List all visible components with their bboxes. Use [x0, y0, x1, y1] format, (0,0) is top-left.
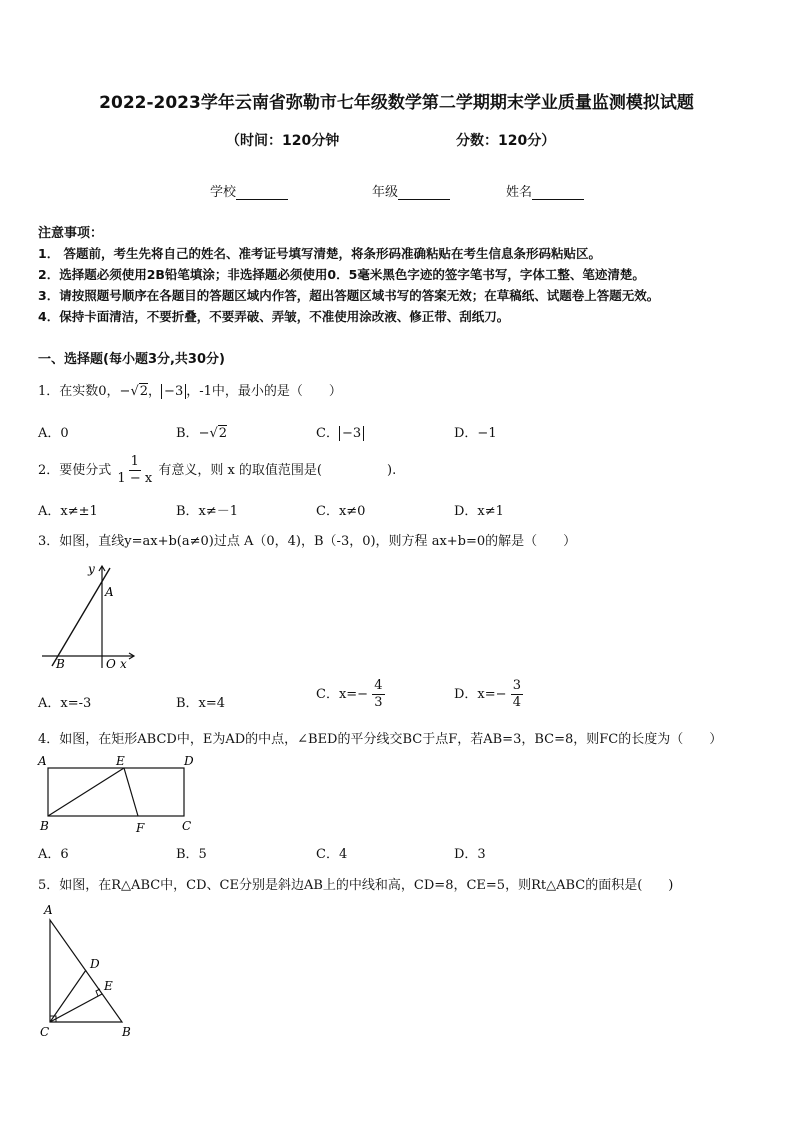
q4-option-d: D．3: [454, 847, 486, 862]
q5-label-e: E: [104, 979, 113, 993]
q3-option-c-fraction: [372, 678, 384, 711]
note-item: 1． 答题前，考生先将自己的姓名、准考证号填写清楚，将条形码准确粘贴在考生信息条形码粘贴区。: [38, 246, 602, 261]
q1-option-b-label: B．: [176, 426, 199, 441]
q1-option-b-minus: −: [198, 426, 210, 441]
q4-label-d: D: [184, 754, 194, 768]
q4-rectangle: [48, 768, 184, 816]
q4-label-b: B: [40, 819, 49, 833]
q4-label-c: C: [182, 819, 192, 833]
q4-figure: [36, 752, 200, 838]
question-5-stem: 5．如图，在R△ABC中，CD、CE分别是斜边AB上的中线和高，CD=8，CE=5，则Rt△ABC的面积是( ): [38, 878, 674, 893]
q5-label-b: B: [122, 1025, 131, 1039]
q3-option-b: B．x=4: [176, 696, 226, 711]
q1-option-b: B．−√2: [176, 426, 228, 441]
q1-option-d: D．−1: [454, 426, 497, 441]
q3-option-c-label: C．x=−: [316, 687, 369, 702]
q3-option-d: [454, 678, 523, 711]
grade-blank: [398, 185, 450, 200]
q5-label-d: D: [90, 957, 100, 971]
q3-option-c-numerator: 4: [374, 678, 383, 693]
grade-field: [372, 181, 450, 200]
q4-label-f: F: [136, 821, 145, 835]
q5-height-ce: [50, 994, 102, 1022]
q4-label-e: E: [116, 754, 125, 768]
question-1-stem: 1．在实数0，−√2， −3 ，-1中，最小的是（ ）: [38, 384, 342, 399]
q5-label-a: A: [44, 903, 53, 917]
notes-heading: 注意事项：: [38, 226, 104, 241]
q2-option-d: D．x≠1: [454, 504, 504, 519]
q4-option-c: C．4: [316, 847, 348, 862]
q4-option-a: A．6: [38, 847, 69, 862]
name-field: [506, 181, 584, 200]
q3-option-c-denominator: 3: [374, 695, 383, 710]
q2-denominator: 1 − x: [117, 471, 153, 486]
q2-fraction: [115, 454, 154, 487]
grade-label: 年级: [372, 185, 399, 200]
q1-absolute-value: −3: [161, 384, 186, 399]
school-field: [210, 181, 288, 200]
q4-segment-ef: [124, 768, 138, 816]
school-blank: [236, 185, 288, 200]
q5-figure: [36, 900, 140, 1040]
q3-figure: [38, 558, 142, 674]
name-blank: [532, 185, 584, 200]
note-item: 3．请按照题号顺序在各题目的答题区域内作答，超出答题区域书写的答案无效；在草稿纸、试题卷上答题无效。: [38, 288, 660, 303]
q2-option-b: B．x≠－1: [176, 504, 239, 519]
school-label: 学校: [210, 185, 237, 200]
q3-option-a: A．x=-3: [38, 696, 92, 711]
q1-option-c-label: C．: [316, 426, 339, 441]
q1-text-end: ，-1中，最小的是（ ）: [186, 384, 342, 399]
q1-text: 1．在实数0，: [38, 384, 120, 399]
q1-option-b-radicand: 2: [218, 426, 228, 441]
exam-score: 分数：120分）: [456, 133, 556, 149]
q1-option-a: A．0: [38, 426, 69, 441]
q3-option-d-numerator: 3: [512, 678, 521, 693]
q3-label-y: y: [88, 562, 95, 576]
q3-option-c: [316, 678, 385, 711]
q4-label-a: A: [38, 754, 47, 768]
q2-text-end: 有意义，则 x 的取值范围是( ).: [158, 463, 397, 478]
q3-line: [52, 568, 110, 666]
q2-option-c: C．x≠0: [316, 504, 366, 519]
q5-label-c: C: [40, 1025, 50, 1039]
q5-median-cd: [50, 970, 86, 1022]
section-heading: 一、选择题(每小题3分,共30分): [38, 352, 225, 367]
question-3-stem: 3．如图，直线y=ax+b(a≠0)过点 A（0，4)，B（-3，0)，则方程 ax+b=0的解是（ ）: [38, 534, 577, 549]
q2-numerator: 1: [130, 454, 139, 469]
q1-option-c: [316, 422, 364, 441]
note-item: 2．选择题必须使用2B铅笔填涂；非选择题必须使用0．5毫米黑色字迹的签字笔书写，字体工整、笔迹清楚。: [38, 267, 645, 282]
question-2-stem: [38, 454, 396, 487]
q1-separator: ，: [148, 384, 162, 399]
q4-segment-be: [48, 768, 124, 816]
exam-time: （时间：120分钟: [226, 133, 340, 149]
q3-option-d-label: D．x=−: [454, 687, 507, 702]
q1-minus: −: [119, 384, 131, 399]
q4-option-b: B．5: [176, 847, 207, 862]
name-label: 姓名: [506, 185, 533, 200]
question-4-stem: 4．如图，在矩形ABCD中，E为AD的中点，∠BED的平分线交BC于点F，若AB=3，BC=8，则FC的长度为（ ）: [38, 732, 723, 747]
q1-option-c-value: −3: [339, 426, 364, 441]
q1-radicand: 2: [139, 384, 149, 399]
q3-label-o: O: [106, 657, 116, 671]
q2-option-a: A．x≠±1: [38, 504, 98, 519]
q3-label-b: B: [56, 657, 65, 671]
page-title: 2022-2023学年云南省弥勒市七年级数学第二学期期末学业质量监测模拟试题: [99, 93, 694, 113]
q3-option-d-denominator: 4: [512, 695, 521, 710]
q3-option-d-fraction: [511, 678, 523, 711]
q3-label-a: A: [105, 585, 114, 599]
q2-text: 2．要使分式: [38, 463, 112, 478]
q3-label-x: x: [120, 657, 127, 671]
note-item: 4．保持卡面清洁，不要折叠，不要弄破、弄皱，不准使用涂改液、修正带、刮纸刀。: [38, 309, 510, 324]
